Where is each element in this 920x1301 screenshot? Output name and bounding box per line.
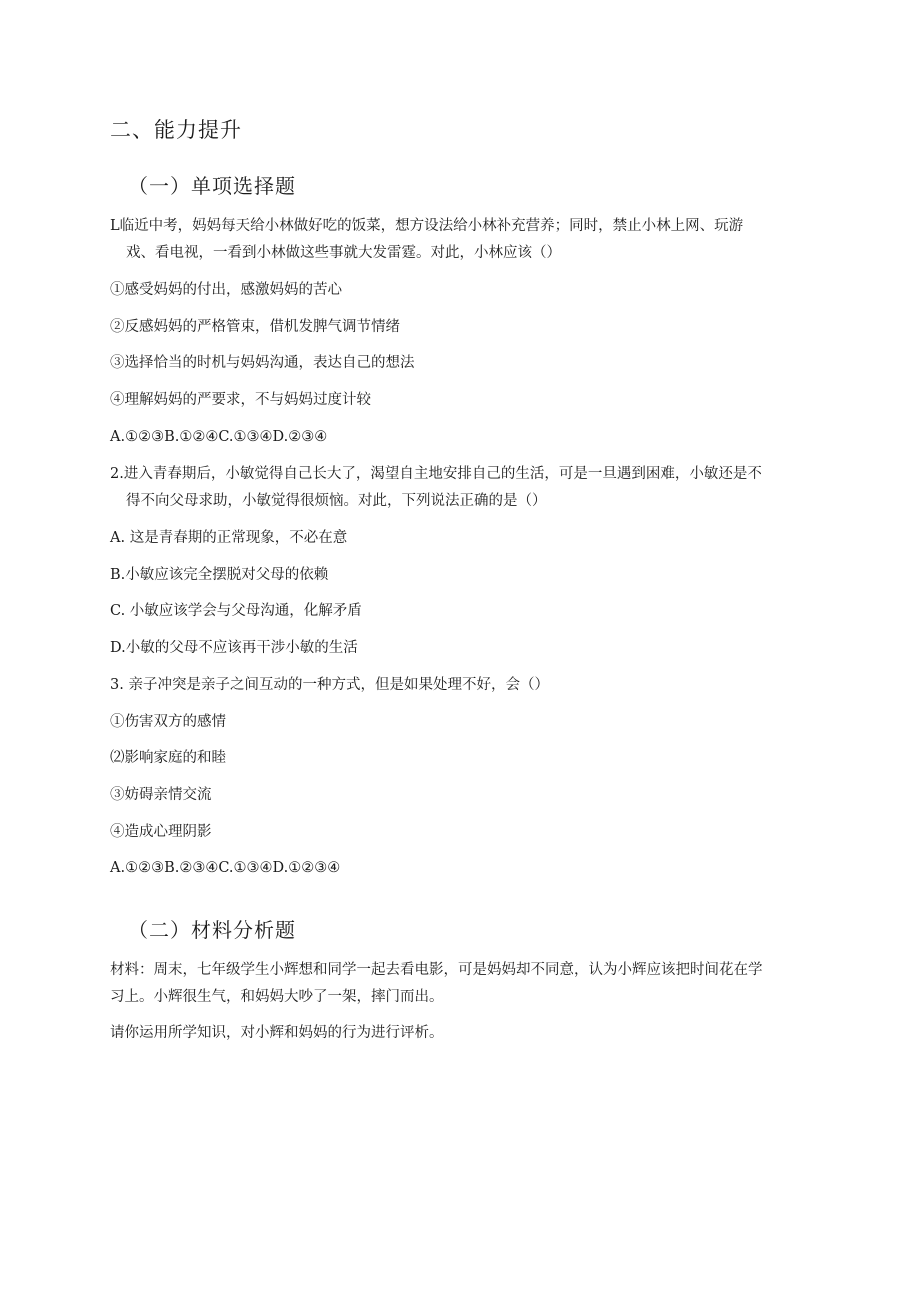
q1-options: A.①②③B.①②④C.①③④D.②③④ xyxy=(110,429,328,445)
q2-option: D.小敏的父母不应该再干涉小敏的生活 xyxy=(110,640,358,656)
analysis-question: 请你运用所学知识，对小辉和妈妈的行为进行评析。 xyxy=(110,1025,444,1041)
part2-title: （二）材料分析题 xyxy=(128,918,296,942)
q1-stem-line2: 戏、看电视，一看到小林做这些事就大发雷霆。对此，小林应该（） xyxy=(126,245,561,261)
q3-item: ③妨碍亲情交流 xyxy=(110,787,212,803)
q1-item: ④理解妈妈的严要求，不与妈妈过度计较 xyxy=(110,392,371,408)
q3-stem: 3. 亲子冲突是亲子之间互动的一种方式，但是如果处理不好，会（） xyxy=(110,677,549,693)
q3-item: ①伤害双方的感情 xyxy=(110,714,226,730)
q3-item: ⑵影响家庭的和睦 xyxy=(110,750,226,766)
section-title: 二、能力提升 xyxy=(110,118,242,142)
q2-option: B.小敏应该完全摆脱对父母的依赖 xyxy=(110,567,329,583)
q2-option: A. 这是青春期的正常现象，不必在意 xyxy=(110,530,348,546)
q2-stem-line2: 得不向父母求助，小敏觉得很烦恼。对此，下列说法正确的是（） xyxy=(126,493,547,509)
q1-stem-line1: L临近中考，妈妈每天给小林做好吃的饭菜，想方设法给小林补充营养；同时，禁止小林上网、玩游 xyxy=(110,218,744,234)
part1-title: （一）单项选择题 xyxy=(128,174,296,198)
q3-options: A.①②③B.②③④C.①③④D.①②③④ xyxy=(110,860,341,876)
q2-stem-line1: 2.进入青春期后，小敏觉得自己长大了，渴望自主地安排自己的生活，可是一旦遇到困难，小敏还是不 xyxy=(110,466,762,482)
q2-option: C. 小敏应该学会与父母沟通，化解矛盾 xyxy=(110,603,362,619)
q3-item: ④造成心理阴影 xyxy=(110,824,212,840)
q1-item: ②反感妈妈的严格管束，借机发脾气调节情绪 xyxy=(110,319,400,335)
material-line1: 材料：周末，七年级学生小辉想和同学一起去看电影，可是妈妈却不同意，认为小辉应该把时间花在学 xyxy=(110,962,763,978)
q1-item: ③选择恰当的时机与妈妈沟通，表达自己的想法 xyxy=(110,355,415,371)
q1-item: ①感受妈妈的付出，感激妈妈的苦心 xyxy=(110,282,342,298)
material-line2: 习上。小辉很生气，和妈妈大吵了一架，摔门而出。 xyxy=(110,989,444,1005)
